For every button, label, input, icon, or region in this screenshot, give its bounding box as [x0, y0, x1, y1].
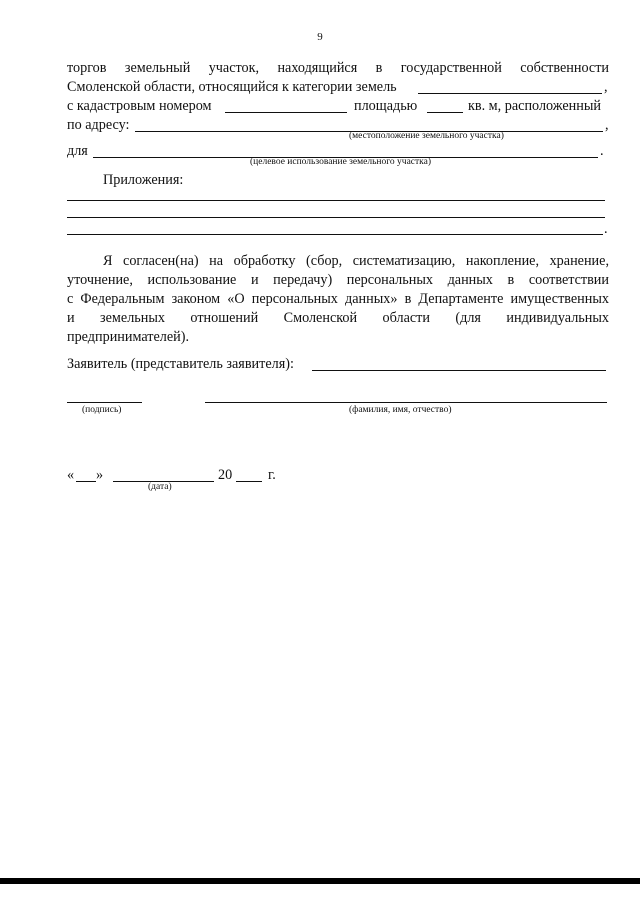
cadastral-label: с кадастровым номером	[67, 98, 212, 114]
period-mark: .	[604, 221, 608, 237]
attachments-label: Приложения:	[103, 172, 184, 188]
period-mark: .	[600, 143, 604, 159]
full-name-caption: (фамилия, имя, отчество)	[349, 405, 452, 415]
applicant-field[interactable]	[312, 370, 606, 371]
consent-line-4: и земельных отношений Смоленской области (для индивидуальных	[67, 310, 609, 326]
purpose-caption: (целевое использование земельного участка)	[250, 157, 432, 167]
date-year-suffix: г.	[268, 467, 276, 483]
applicant-label: Заявитель (представитель заявителя):	[67, 356, 294, 372]
attachment-line-2[interactable]	[67, 217, 605, 218]
text-line-1: торгов земельный участок, находящийся в государственной собственности	[67, 60, 609, 76]
date-year-prefix: 20	[218, 467, 233, 483]
attachment-line-1[interactable]	[67, 200, 605, 201]
area-label: площадью	[354, 98, 418, 114]
date-day-field[interactable]	[76, 481, 96, 482]
comma-mark: ,	[605, 117, 609, 133]
date-open-quote: «	[67, 467, 75, 483]
full-name-field[interactable]	[205, 402, 607, 403]
text-line-2: Смоленской области, относящийся к категории земель	[67, 79, 397, 95]
date-caption: (дата)	[148, 482, 172, 492]
comma-mark: ,	[604, 79, 608, 95]
date-close-quote: »	[96, 467, 104, 483]
bottom-border-bar	[0, 878, 640, 884]
signature-field[interactable]	[67, 402, 142, 403]
cadastral-number-field[interactable]	[225, 112, 347, 113]
consent-line-1: Я согласен(на) на обработку (сбор, систематизацию, накопление, хранение,	[103, 253, 609, 269]
consent-line-3: с Федеральным законом «О персональных данных» в Департаменте имущественных	[67, 291, 609, 307]
consent-line-2: уточнение, использование и передачу) персональных данных в соответствии	[67, 272, 609, 288]
purpose-label: для	[67, 143, 88, 159]
consent-line-5: предпринимателей).	[67, 329, 190, 345]
attachment-line-3[interactable]	[67, 234, 603, 235]
signature-caption: (подпись)	[82, 405, 122, 415]
page-number: 9	[317, 31, 323, 43]
address-label: по адресу:	[67, 117, 130, 133]
date-year-field[interactable]	[236, 481, 262, 482]
area-unit-label: кв. м, расположенный	[468, 98, 601, 114]
area-field[interactable]	[427, 112, 463, 113]
land-category-field[interactable]	[418, 93, 602, 94]
location-caption: (местоположение земельного участка)	[349, 131, 504, 141]
